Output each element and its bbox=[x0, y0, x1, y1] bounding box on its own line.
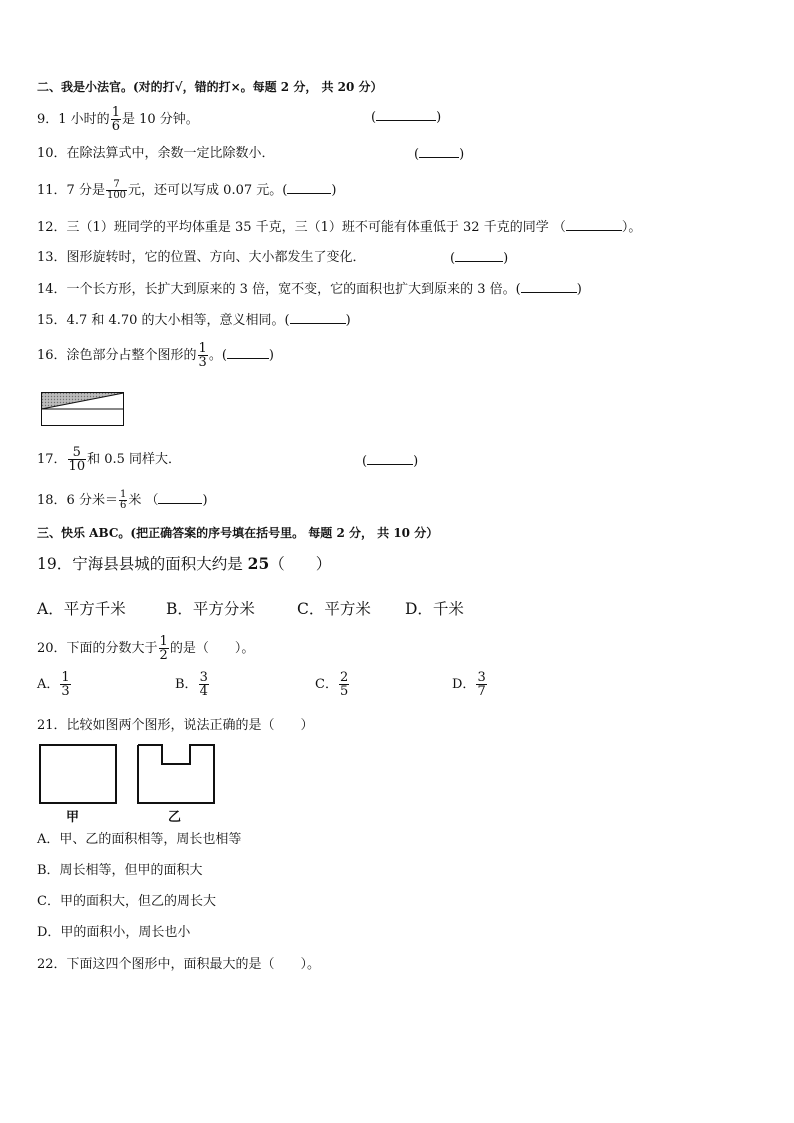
question-10: 10．在除法算式中，余数一定比除数小． bbox=[37, 146, 275, 161]
question-17: 17． $\frac{5}{10}$ 和 0.5 同样大． bbox=[37, 445, 182, 474]
question-9 bbox=[37, 106, 199, 133]
q9-fraction: $\frac{1}{6}$ bbox=[111, 105, 120, 134]
q20-option-b[interactable]: B． $\frac{3}{4}$ bbox=[175, 670, 208, 699]
q9-answer-box[interactable]: ( ) bbox=[371, 110, 442, 125]
q10-answer-box[interactable]: ( ) bbox=[414, 147, 465, 162]
q11-answer-blank[interactable] bbox=[287, 181, 331, 194]
q21-option-c[interactable]: C．甲的面积大，但乙的周长大 bbox=[37, 894, 216, 909]
question-20: 20．下面的分数大于 $\frac{1}{2}$ 的是（ ）。 bbox=[37, 634, 255, 663]
q16-shaded-rectangle-figure bbox=[41, 392, 125, 428]
q9-text-b: 是 10 分钟。 bbox=[121, 112, 199, 127]
q21-figure-yi-label: 乙 bbox=[168, 810, 182, 825]
q9-text-a: 9．1 小时的 bbox=[37, 112, 110, 127]
q21-option-b[interactable]: B．周长相等，但甲的面积大 bbox=[37, 863, 203, 878]
q16-answer-blank[interactable] bbox=[227, 346, 269, 359]
q21-figure-yi-notched bbox=[137, 744, 217, 806]
question-11: 11．7 分是 $\frac{7}{100}$ 元，还可以写成 0.07 元。( ) bbox=[37, 179, 337, 201]
q12-answer-blank[interactable] bbox=[566, 218, 622, 231]
q18-fraction: $\frac{1}{6}$ bbox=[119, 489, 127, 511]
q21-figure-jia-rectangle bbox=[39, 744, 119, 806]
question-13: 13．图形旋转时，它的位置、方向、大小都发生了变化． bbox=[37, 250, 366, 265]
q21-option-d[interactable]: D．甲的面积小，周长也小 bbox=[37, 925, 191, 940]
q19-option-c[interactable]: C．平方米 bbox=[297, 600, 371, 618]
q19-option-a[interactable]: A．平方千米 bbox=[37, 600, 126, 618]
question-19: 19．宁海县县城的面积大约是 25（ ） bbox=[37, 554, 332, 573]
question-22: 22．下面这四个图形中，面积最大的是（ ）。 bbox=[37, 957, 321, 972]
q16-fraction: $\frac{1}{3}$ bbox=[198, 341, 207, 370]
q11-fraction: $\frac{7}{100}$ bbox=[106, 179, 127, 201]
q17-fraction: $\frac{5}{10}$ bbox=[68, 445, 86, 474]
question-15: 15．4.7 和 4.70 的大小相等，意义相同。( ) bbox=[37, 313, 351, 328]
q21-option-a[interactable]: A．甲、乙的面积相等，周长也相等 bbox=[37, 832, 242, 847]
q21-figure-jia-label: 甲 bbox=[66, 810, 80, 825]
q20-option-a[interactable]: A． $\frac{1}{3}$ bbox=[37, 670, 70, 699]
q17-answer-box[interactable]: ( ) bbox=[362, 454, 419, 469]
q14-answer-blank[interactable] bbox=[521, 280, 577, 293]
q20-option-c[interactable]: C． $\frac{2}{5}$ bbox=[315, 670, 349, 699]
question-16: 16．涂色部分占整个图形的 $\frac{1}{3}$ 。( ) bbox=[37, 341, 274, 370]
section-2-title: 二、我是小法官。(对的打√，错的打×。每题 2 分， 共 20 分） bbox=[37, 80, 383, 94]
question-14: 14．一个长方形，长扩大到原来的 3 倍，宽不变，它的面积也扩大到原来的 3 倍。( ) bbox=[37, 282, 582, 297]
q13-answer-box[interactable]: ( ) bbox=[450, 251, 509, 266]
q18-answer-blank[interactable] bbox=[158, 491, 202, 504]
q19-option-d[interactable]: D．千米 bbox=[405, 600, 464, 618]
question-18: 18．6 分米＝ $\frac{1}{6}$ 米 （ ) bbox=[37, 489, 208, 511]
q15-answer-blank[interactable] bbox=[290, 311, 346, 324]
section-3-title: 三、快乐 ABC。(把正确答案的序号填在括号里。 每题 2 分， 共 10 分） bbox=[37, 526, 439, 540]
q20-fraction: $\frac{1}{2}$ bbox=[159, 634, 168, 663]
question-12: 12．三（1）班同学的平均体重是 35 千克，三（1）班不可能有体重低于 32 千克的同学 （ ）。 bbox=[37, 220, 642, 235]
q20-option-d[interactable]: D． $\frac{3}{7}$ bbox=[452, 670, 486, 699]
question-21: 21．比较如图两个图形，说法正确的是（ ） bbox=[37, 718, 314, 733]
q19-option-b[interactable]: B．平方分米 bbox=[166, 600, 255, 618]
